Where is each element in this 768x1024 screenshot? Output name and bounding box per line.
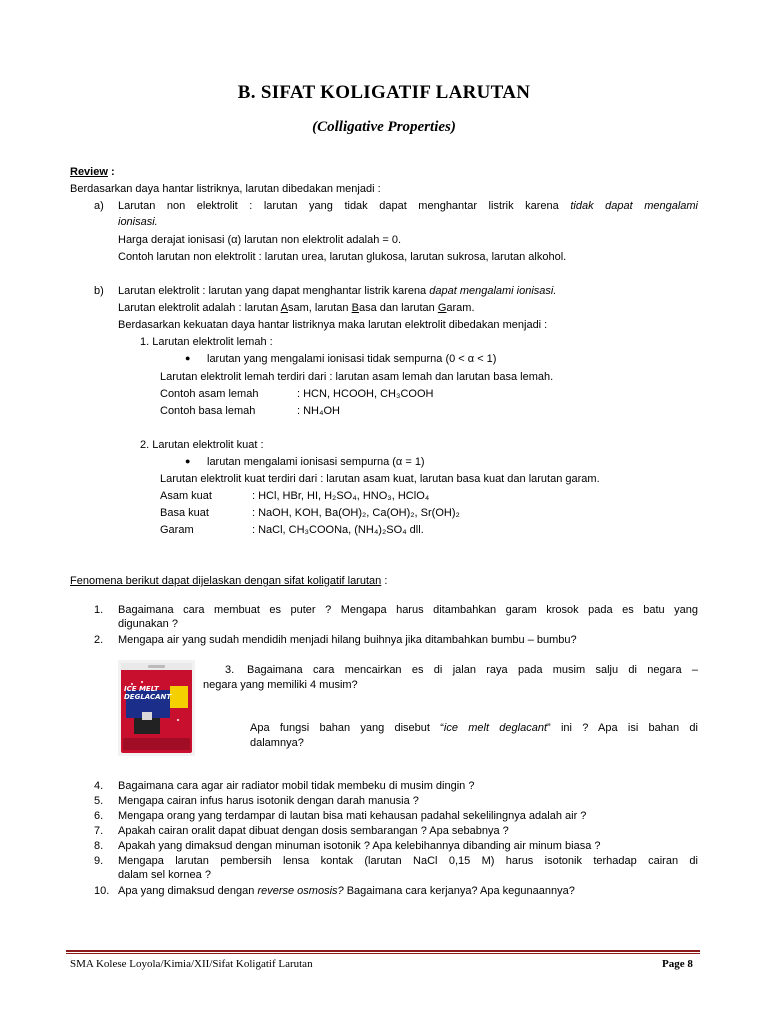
item-b-line2: Larutan elektrolit adalah : larutan Asam, larutan Basa dan larutan Garam. — [118, 302, 475, 314]
strong-bullet: larutan mengalami ionisasi sempurna (α = 1) — [207, 456, 425, 468]
q9-num: 9. — [94, 855, 104, 867]
weak-acid-value: : HCN, HCOOH, CH₃COOH — [297, 388, 434, 400]
weak-heading: 1. Larutan elektrolit lemah : — [140, 336, 273, 348]
ice-melt-bag-image — [118, 660, 195, 756]
strong-salt-value: : NaCl, CH₃COONa, (NH₄)₂SO₄ dll. — [252, 524, 424, 536]
review-heading: Review : — [70, 166, 115, 178]
q1-line1: Bagaimana cara membuat es puter ? Mengapa harus ditambahkan garam krosok pada es batu yang — [118, 604, 698, 616]
question-text: Bagaimana cara agar air radiator mobil tidak membeku di musim dingin ? — [118, 780, 475, 792]
strong-salt-label: Garam — [160, 524, 194, 536]
item-a-line4: Contoh larutan non elektrolit : larutan urea, larutan glukosa, larutan sukrosa, larutan alkohol. — [118, 251, 567, 263]
q2-num: 2. — [94, 634, 104, 646]
item-a-label: a) — [94, 200, 104, 212]
weak-bullet: larutan yang mengalami ionisasi tidak sempurna (0 < α < 1) — [207, 353, 497, 365]
weak-consists: Larutan elektrolit lemah terdiri dari : larutan asam lemah dan larutan basa lemah. — [160, 371, 554, 383]
bullet-icon: ● — [185, 353, 191, 363]
question-text: Apakah yang dimaksud dengan minuman isotonik ? Apa kelebihannya dibanding air minum biasa ? — [118, 840, 601, 852]
q10-num: 10. — [94, 885, 110, 897]
q3b-line2: dalamnya? — [250, 737, 304, 749]
page-subtitle: (Colligative Properties) — [312, 119, 456, 135]
question-number: 6. — [94, 810, 104, 822]
review-intro: Berdasarkan daya hantar listriknya, larutan dibedakan menjadi : — [70, 183, 381, 195]
item-a-line3: Harga derajat ionisasi (α) larutan non elektrolit adalah = 0. — [118, 234, 402, 246]
question-number: 8. — [94, 840, 104, 852]
bag-label: ICE MELT DEGLACANT — [124, 685, 172, 701]
strong-heading: 2. Larutan elektrolit kuat : — [140, 439, 264, 451]
item-b-label: b) — [94, 285, 104, 297]
q9-line1: Mengapa larutan pembersih lensa kontak (larutan NaCl 0,15 M) harus isotonik terhadap cairan di — [118, 855, 698, 867]
q10-text: Apa yang dimaksud dengan reverse osmosis? Bagaimana cara kerjanya? Apa kegunaannya? — [118, 885, 575, 897]
question-text: Mengapa cairan infus harus isotonik dengan darah manusia ? — [118, 795, 419, 807]
item-b-line3: Berdasarkan kekuatan daya hantar listriknya maka larutan elektrolit dibedakan menjadi : — [118, 319, 548, 331]
q2-text: Mengapa air yang sudah mendidih menjadi hilang buihnya jika ditambahkan bumbu – bumbu? — [118, 634, 577, 646]
footer-page-number: Page 8 — [662, 958, 693, 970]
footer-rule — [66, 950, 700, 952]
question-text: Mengapa orang yang terdampar di lautan bisa mati kehausan padahal sekelilingnya adalah air ? — [118, 810, 587, 822]
question-number: 5. — [94, 795, 104, 807]
q3-line2: negara yang memiliki 4 musim? — [203, 679, 358, 691]
q3-line1: Bagaimana cara mencairkan es di jalan raya pada musim salju di negara – — [247, 664, 698, 676]
question-text: Apakah cairan oralit dapat dibuat dengan dosis sembarangan ? Apa sebabnya ? — [118, 825, 509, 837]
strong-acid-value: : HCl, HBr, HI, H₂SO₄, HNO₃, HClO₄ — [252, 490, 430, 502]
q3b-line1: Apa fungsi bahan yang disebut “ice melt deglacant” ini ? Apa isi bahan di — [250, 722, 698, 734]
strong-base-label: Basa kuat — [160, 507, 209, 519]
question-number: 7. — [94, 825, 104, 837]
footer-left: SMA Kolese Loyola/Kimia/XII/Sifat Koligatif Larutan — [70, 958, 313, 970]
bullet-icon: ● — [185, 456, 191, 466]
phenomena-heading: Fenomena berikut dapat dijelaskan dengan sifat koligatif larutan : — [70, 575, 388, 587]
weak-base-value: : NH₄OH — [297, 405, 340, 417]
q9-line2: dalam sel kornea ? — [118, 869, 211, 881]
item-b-line1: Larutan elektrolit : larutan yang dapat menghantar listrik karena dapat mengalami ionisasi. — [118, 285, 557, 297]
question-number: 4. — [94, 780, 104, 792]
page-title: B. SIFAT KOLIGATIF LARUTAN — [237, 82, 531, 103]
q3-num: 3. — [225, 664, 235, 676]
weak-base-label: Contoh basa lemah — [160, 405, 256, 417]
strong-base-value: : NaOH, KOH, Ba(OH)₂, Ca(OH)₂, Sr(OH)₂ — [252, 507, 460, 519]
q1-line2: digunakan ? — [118, 618, 178, 630]
strong-acid-label: Asam kuat — [160, 490, 212, 502]
item-a-line2: ionisasi. — [118, 216, 158, 228]
footer-rule-thin — [66, 953, 700, 954]
item-a-line1: Larutan non elektrolit : larutan yang tidak dapat menghantar listrik karena tidak dapat mengalami — [118, 200, 699, 212]
weak-acid-label: Contoh asam lemah — [160, 388, 259, 400]
strong-consists: Larutan elektrolit kuat terdiri dari : larutan asam kuat, larutan basa kuat dan larutan garam. — [160, 473, 600, 485]
q1-num: 1. — [94, 604, 104, 616]
